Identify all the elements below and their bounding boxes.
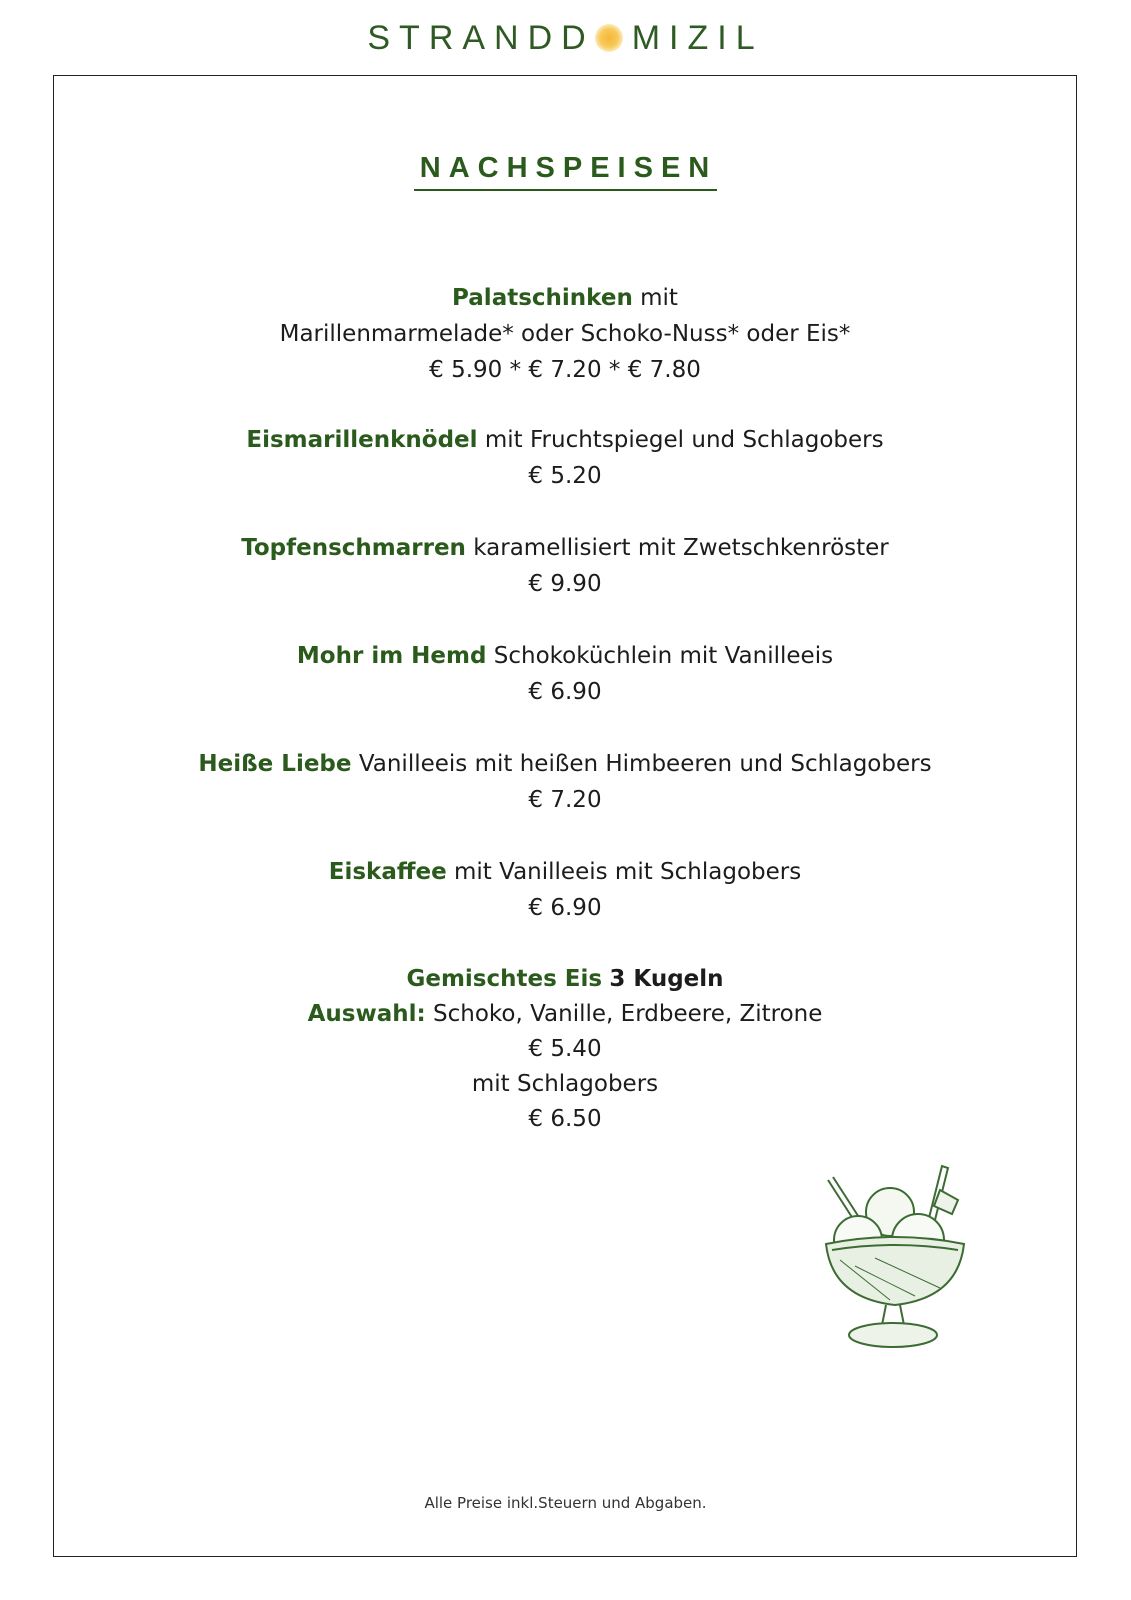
item-description: mit Vanilleeis mit Schlagobers [454, 859, 802, 885]
menu-item [53, 746, 1077, 818]
menu-item [53, 422, 1077, 494]
extra-price: € 6.50 [528, 1106, 602, 1132]
item-description: karamellisiert mit Zwetschkenröster [473, 535, 889, 561]
dessert-menu [53, 280, 1077, 1137]
menu-item [53, 854, 1077, 926]
menu-item [53, 638, 1077, 710]
page-title-text: NACHSPEISEN [414, 152, 718, 191]
extra-option: mit Schlagobers [471, 1071, 659, 1097]
brand-text-start: STRANDD [367, 19, 595, 57]
footer-note: Alle Preise inkl.Steuern und Abgaben. [424, 1494, 707, 1512]
item-name: Heiße Liebe [198, 751, 352, 777]
ice-cream-sundae-icon [820, 1160, 970, 1360]
item-price: € 6.90 [528, 679, 602, 705]
item-description-line: Marillenmarmelade* oder Schoko-Nuss* oder Eis* [279, 321, 851, 347]
brand-logo [0, 14, 1131, 62]
item-name: Palatschinken [452, 285, 633, 311]
item-name: Topfenschmarren [241, 535, 466, 561]
item-description: Schokoküchlein mit Vanilleeis [493, 643, 834, 669]
item-name: Eiskaffee [328, 859, 447, 885]
menu-item [53, 280, 1077, 388]
flavor-choices: Schoko, Vanille, Erdbeere, Zitrone [433, 1001, 823, 1027]
item-description: Vanilleeis mit heißen Himbeeren und Schlagobers [358, 751, 932, 777]
page-title [0, 152, 1131, 191]
item-description: mit [640, 285, 678, 311]
item-price: € 6.90 [528, 895, 602, 921]
item-price: € 5.90 * € 7.20 * € 7.80 [429, 357, 701, 383]
sun-icon [595, 24, 623, 52]
item-description: mit Fruchtspiegel und Schlagobers [484, 427, 884, 453]
item-name: Eismarillenknödel [246, 427, 478, 453]
item-price: € 9.90 [528, 571, 602, 597]
item-name: Gemischtes Eis [406, 966, 603, 992]
choice-label: Auswahl: [307, 1001, 426, 1027]
item-name: Mohr im Hemd [296, 643, 487, 669]
scoop-count: 3 Kugeln [609, 966, 724, 992]
item-price: € 5.40 [528, 1036, 602, 1062]
brand-text-end: MIZIL [631, 19, 764, 57]
menu-item-mixed-ice [53, 962, 1077, 1137]
item-price: € 7.20 [528, 787, 602, 813]
menu-item [53, 530, 1077, 602]
item-price: € 5.20 [528, 463, 602, 489]
